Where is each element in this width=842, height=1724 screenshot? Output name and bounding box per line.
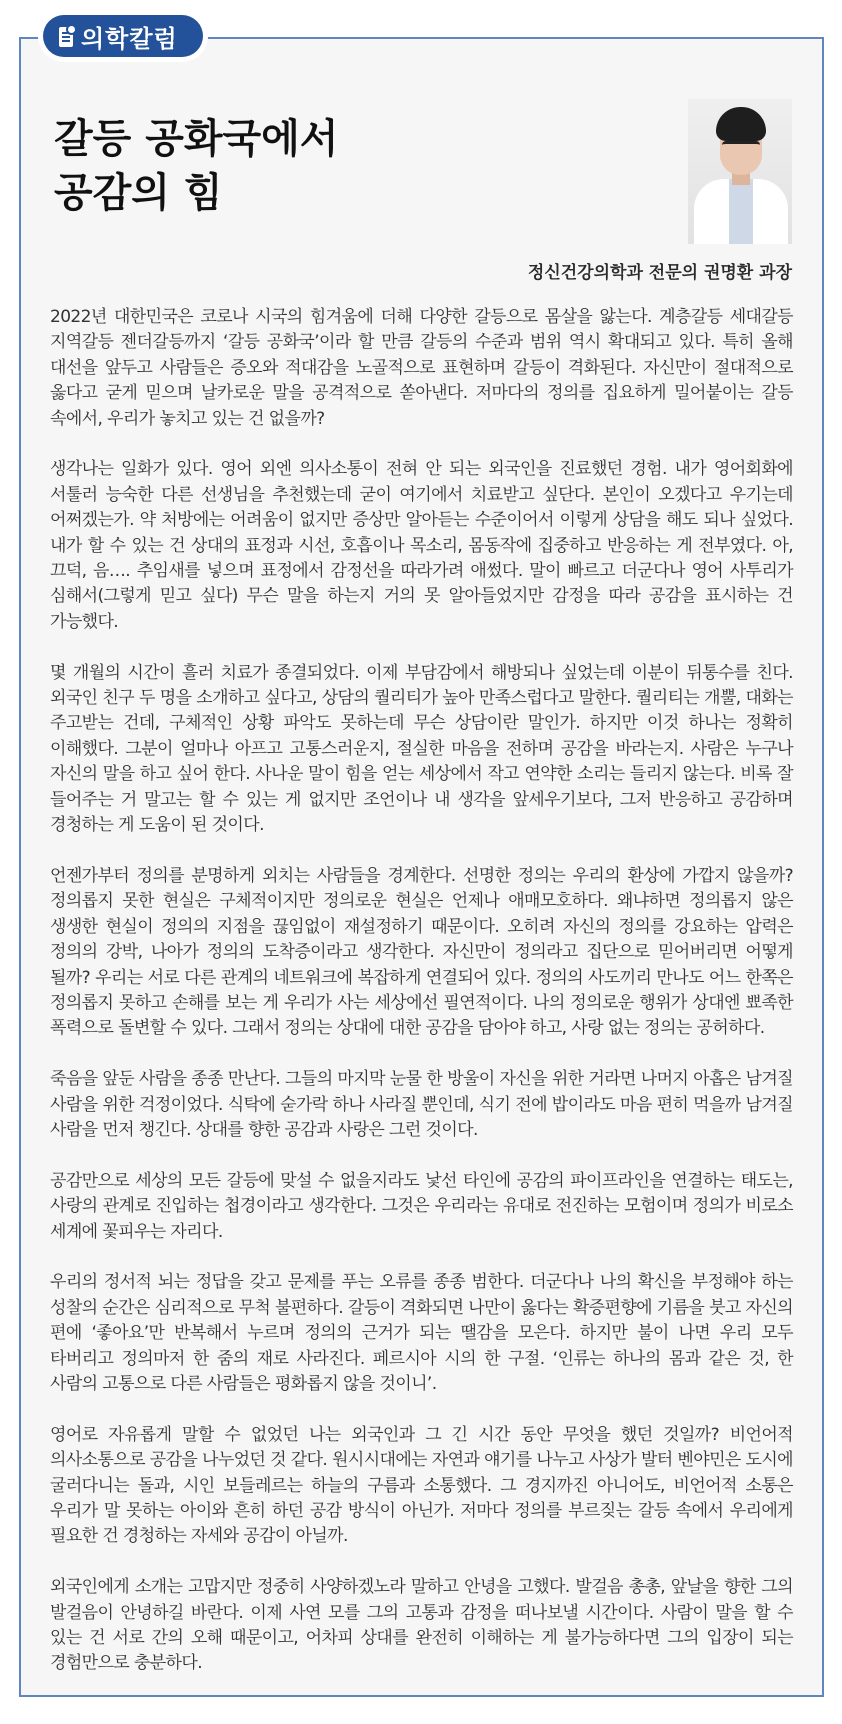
title-line-2: 공감의 힘 — [54, 170, 223, 216]
column-badge — [43, 15, 203, 57]
paragraph: 2022년 대한민국은 코로나 시국의 힘겨움에 더해 다양한 갈등으로 몸살을 앓는다. 계층갈등 세대갈등 지역갈등 젠더갈등까지 ‘갈등 공화국’이라 할 만큼 갈등의 수준과 범위 역시 확대되고 있다. 특히 올해 대선을 앞두고 사람들은 증오와 적대감을 노골적으로 표현하며 갈등이 격화된다. 자신만이 절대적으로 옳다고 굳게 믿으며 날카로운 말을 공격적으로 쏟아낸다. 저마다의 정의를 집요하게 밀어붙이는 갈등 속에서, 우리가 놓치고 있는 건 없을까? — [50, 307, 793, 429]
paragraph: 몇 개월의 시간이 흘러 치료가 종결되었다. 이제 부담감에서 해방되나 싶었는데 이분이 뒤통수를 친다. 외국인 친구 두 명을 소개하고 싶다고, 상담의 퀄리티가 높아 만족스럽다고 말한다. 퀄리티는 개뿔, 대화는 주고받는 건데, 구체적인 상황 파악도 못하는데 무슨 상담이란 말인가. 하지만 이것 하나는 정확히 이해했다. 그분이 얼마나 아프고 고통스러운지, 절실한 마음을 전하며 공감을 바라는지. 사람은 누구나 자신의 말을 하고 싶어 한다. 사나운 말이 힘을 얻는 세상에서 작고 연약한 소리는 들리지 않는다. 비록 잘 들어주는 거 말고는 할 수 있는 게 없지만 조언이나 내 생각을 앞세우기보다, 그저 반응하고 공감하며 경청하는 게 도움이 된 것이다. — [50, 662, 793, 836]
article-body — [50, 305, 793, 1702]
paragraph: 외국인에게 소개는 고맙지만 정중히 사양하겠노라 말하고 안녕을 고했다. 발걸음 총총, 앞날을 향한 그의 발걸음이 안녕하길 바란다. 이제 사연 모를 그의 고통과 감정을 떠나보낼 시간이다. 사람이 말을 할 수 있는 건 서로 간의 오해 때문이고, 어차피 상대를 완전히 이해하는 게 불가능하다면 그의 입장이 되는 경험만으로 충분하다. — [50, 1577, 793, 1674]
author-byline: 정신건강의학과 전문의 권명환 과장 — [527, 263, 792, 283]
paragraph: 생각나는 일화가 있다. 영어 외엔 의사소통이 전혀 안 되는 외국인을 진료했던 경험. 내가 영어회화에 서툴러 능숙한 다른 선생님을 추천했는데 굳이 여기에서 치료받고 싶단다. 본인이 오겠다고 우기는데 어쩌겠는가. 약 처방에는 어려움이 없지만 증상만 알아듣는 수준이어서 이렇게 상담을 해도 되나 싶었다. 내가 할 수 있는 건 상대의 표정과 시선, 호흡이나 목소리, 몸동작에 집중하고 반응하는 게 전부였다. 아, 끄덕, 음…. 추임새를 넣으며 표정에서 감정선을 따라가려 애썼다. 말이 빠르고 더군다나 영어 사투리가 심해서(그렇게 믿고 싶다) 무슨 말을 하는지 거의 못 알아들었지만 감정을 따라 공감을 표시하는 건 가능했다. — [50, 459, 793, 632]
title-line-1: 갈등 공화국에서 — [54, 116, 339, 162]
paragraph: 공감만으로 세상의 모든 갈등에 맞설 수 없을지라도 낯선 타인에 공감의 파이프라인을 연결하는 태도는, 사랑의 관계로 진입하는 첩경이라고 생각한다. 그것은 우리라는 유대로 전진하는 모험이며 정의가 비로소 세계에 꽃피우는 자리다. — [50, 1170, 793, 1242]
paragraph: 우리의 정서적 뇌는 정답을 갖고 문제를 푸는 오류를 종종 범한다. 더군다나 나의 확신을 부정해야 하는 성찰의 순간은 심리적으로 무척 불편하다. 갈등이 격화되면 나만이 옳다는 확증편향에 기름을 붓고 자신의 편에 ‘좋아요’만 반복해서 누르며 정의의 근거가 되는 땔감을 모은다. 하지만 불이 나면 우리 모두 타버리고 정의마저 한 줌의 재로 사라진다. 페르시아 시의 한 구절. ‘인류는 하나의 몸과 같은 것, 한 사람의 고통으로 다른 사람들은 평화롭지 않을 것이니’. — [50, 1272, 793, 1394]
document-icon — [59, 27, 73, 47]
paragraph: 언젠가부터 정의를 분명하게 외치는 사람들을 경계한다. 선명한 정의는 우리의 환상에 가깝지 않을까? 정의롭지 못한 현실은 구체적이지만 정의로운 현실은 언제나 애매모호하다. 왜냐하면 정의롭지 않은 생생한 현실이 정의의 지점을 끊임없이 재설정하기 때문이다. 오히려 자신의 정의를 강요하는 압력은 정의의 강박, 나아가 정의의 도착증이라고 생각한다. 자신만이 정의라고 집단으로 믿어버리면 어떻게 될까? 우리는 서로 다른 관계의 네트워크에 복잡하게 연결되어 있다. 정의의 사도끼리 만나도 어느 한쪽은 정의롭지 못하고 손해를 보는 게 우리가 사는 세상에선 필연적이다. 나의 정의로운 행위가 상대엔 뾰족한 폭력으로 돌변할 수 있다. 그래서 정의는 상대에 대한 공감을 담아야 하고, 사랑 없는 정의는 공허하다. — [50, 865, 793, 1039]
badge-label: 의학칼럼 — [81, 24, 178, 53]
paragraph: 영어로 자유롭게 말할 수 없었던 나는 외국인과 그 긴 시간 동안 무엇을 했던 것일까? 비언어적 의사소통으로 공감을 나누었던 것 같다. 원시시대에는 자연과 얘기를 나누고 사상가 발터 벤야민은 도시에 굴러다니는 돌과, 시인 보들레르는 하늘의 구름과 소통했다. 그 경지까진 아니어도, 비언어적 소통은 우리가 말 못하는 아이와 흔히 하던 공감 방식이 아닌가. 저마다 정의를 부르짖는 갈등 속에서 우리에게 필요한 건 경청하는 자세와 공감이 아닐까. — [50, 1424, 793, 1547]
paragraph: 죽음을 앞둔 사람을 종종 만난다. 그들의 마지막 눈물 한 방울이 자신을 위한 거라면 나머지 아홉은 남겨질 사람을 위한 걱정이었다. 식탁에 숟가락 하나 사라질 뿐인데, 식기 전에 밥이라도 마음 편히 먹을까 남겨질 사람을 먼저 챙긴다. 상대를 향한 공감과 사랑은 그런 것이다. — [50, 1069, 793, 1140]
article-title — [54, 112, 338, 220]
author-photo — [688, 99, 792, 244]
